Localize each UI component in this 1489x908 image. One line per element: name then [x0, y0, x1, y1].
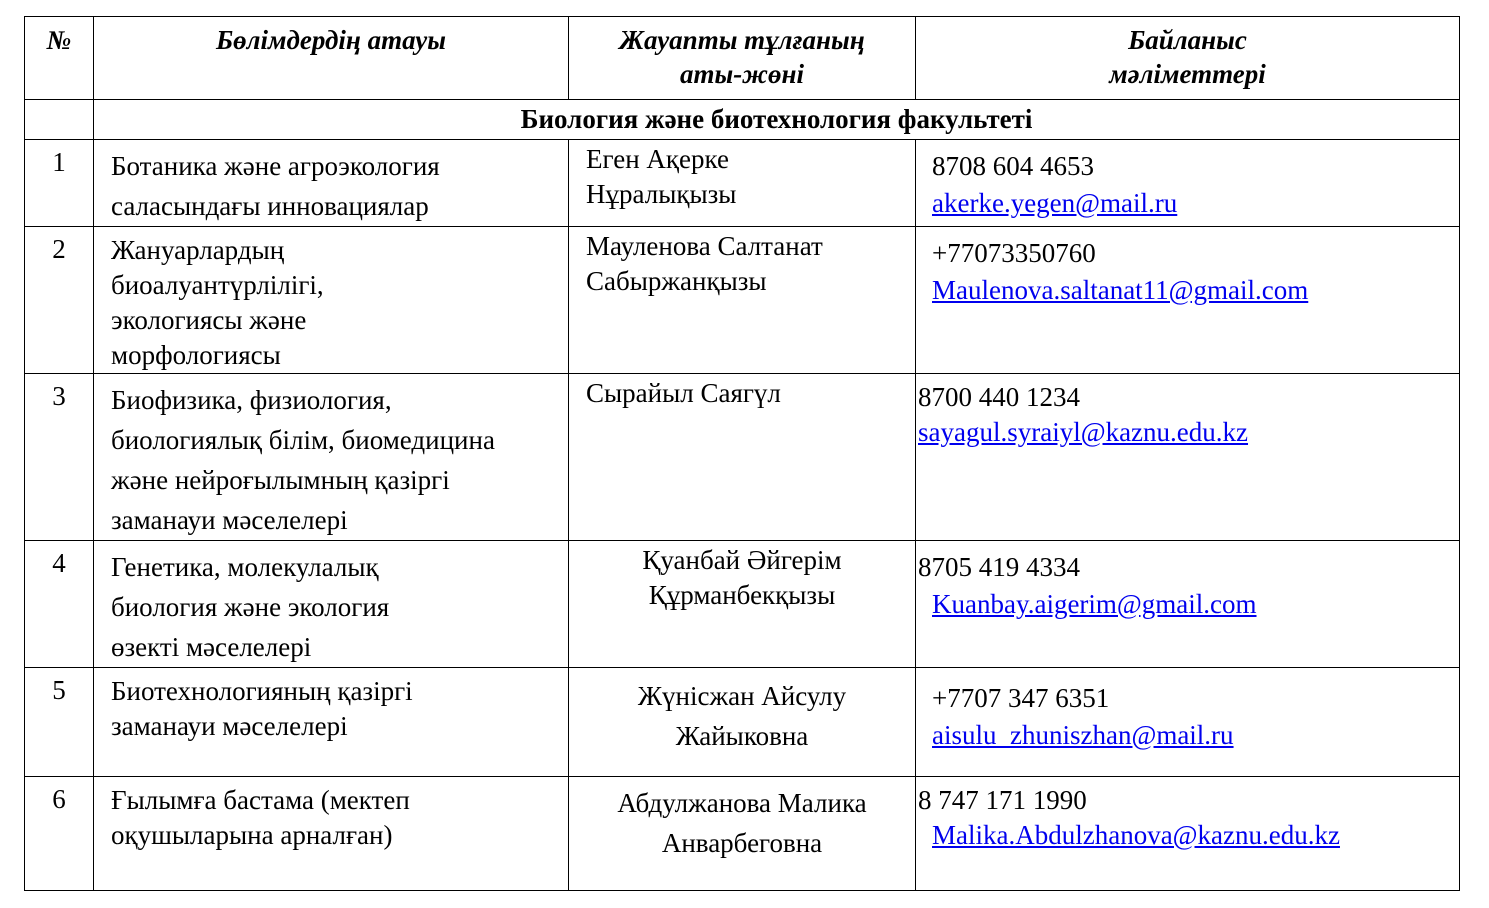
- header-number: [25, 17, 94, 100]
- table-header-row: [25, 17, 1460, 100]
- responsible-person: [569, 777, 916, 891]
- email-link[interactable]: Maulenova.saltanat11@gmail.com: [932, 275, 1309, 305]
- contact-info: [916, 140, 1460, 227]
- row-number: 6: [25, 777, 94, 891]
- email-link[interactable]: sayagul.syraiyl@kaznu.edu.kz: [918, 417, 1249, 447]
- email-link[interactable]: Malika.Abdulzhanova@kaznu.edu.kz: [932, 820, 1340, 850]
- faculty-title: Биология және биотехнология факультеті: [94, 100, 1460, 140]
- person-name-line: Жайыковна: [675, 721, 809, 751]
- section-name: [94, 541, 569, 668]
- section-name-line: Генетика, молекулалық: [111, 552, 379, 582]
- responsible-person: [569, 541, 916, 668]
- header-section-name: [94, 17, 569, 100]
- section-name-line: Ғылымға бастама (мектеп: [111, 785, 410, 815]
- section-name: [94, 227, 569, 374]
- faculty-empty-cell: [25, 100, 94, 140]
- section-name-line: биологиялық білім, биомедицина: [111, 425, 495, 455]
- responsible-person: [569, 374, 916, 541]
- phone-number: +77073350760: [932, 238, 1096, 268]
- section-name-line: Биотехнологияның қазіргі: [111, 676, 413, 706]
- email-link[interactable]: aisulu_zhuniszhan@mail.ru: [932, 720, 1234, 750]
- faculty-row: [25, 100, 1460, 140]
- contacts-table: [24, 16, 1460, 891]
- responsible-person: [569, 668, 916, 777]
- person-name-line: Анварбеговна: [661, 828, 823, 858]
- person-name-line: Абдулжанова Малика: [617, 788, 867, 818]
- phone-number: 8705 419 4334: [918, 552, 1080, 582]
- header-number-label: №: [46, 25, 72, 55]
- phone-number: 8 747 171 1990: [918, 785, 1087, 815]
- table-row: [25, 140, 1460, 227]
- section-name-line: өзекті мәселелері: [111, 632, 312, 662]
- person-name-line: Жүнісжан Айсулу: [637, 681, 847, 711]
- person-name-line: Мауленова Салтанат: [586, 231, 823, 261]
- person-name-line: Еген Ақерке: [586, 144, 729, 174]
- email-link[interactable]: Kuanbay.aigerim@gmail.com: [932, 589, 1257, 619]
- phone-number: 8708 604 4653: [932, 151, 1094, 181]
- phone-number: +7707 347 6351: [932, 683, 1110, 713]
- section-name-line: оқушыларына арналған): [111, 820, 393, 850]
- person-name-line: Нұралықызы: [586, 179, 737, 209]
- row-number: 5: [25, 668, 94, 777]
- section-name-line: Ботаника және агроэкология: [111, 151, 440, 181]
- contact-info: [916, 541, 1460, 668]
- row-number: 1: [25, 140, 94, 227]
- section-name-line: заманауи мәселелері: [111, 711, 348, 741]
- responsible-person: [569, 140, 916, 227]
- header-section-label: Бөлімдердің атауы: [215, 25, 447, 55]
- section-name-line: экологиясы және: [111, 305, 307, 335]
- email-link[interactable]: akerke.yegen@mail.ru: [932, 188, 1178, 218]
- section-name: [94, 777, 569, 891]
- section-name-line: Биофизика, физиология,: [111, 385, 392, 415]
- responsible-person: [569, 227, 916, 374]
- header-contact-label-line2: мәліметтері: [1109, 59, 1266, 89]
- table-row: [25, 374, 1460, 541]
- table-row: [25, 227, 1460, 374]
- person-name-line: Сырайыл Саягүл: [586, 378, 781, 408]
- contact-info: [916, 227, 1460, 374]
- section-name-line: морфологиясы: [111, 340, 281, 370]
- row-number: 4: [25, 541, 94, 668]
- phone-number: 8700 440 1234: [918, 382, 1080, 412]
- header-contact-info: [916, 17, 1460, 100]
- row-number: 2: [25, 227, 94, 374]
- header-person-label-line1: Жауапты тұлғаның: [619, 25, 865, 55]
- section-name: [94, 140, 569, 227]
- person-name-line: Сабыржанқызы: [586, 266, 767, 296]
- section-name-line: заманауи мәселелері: [111, 505, 348, 535]
- section-name-line: биология және экология: [111, 592, 390, 622]
- section-name: [94, 668, 569, 777]
- header-responsible-person: [569, 17, 916, 100]
- person-name-line: Қуанбай Әйгерім: [642, 545, 842, 575]
- header-contact-label-line1: Байланыс: [1128, 25, 1247, 55]
- section-name-line: және нейроғылымның қазіргі: [111, 465, 450, 495]
- section-name-line: биоалуантүрлілігі,: [111, 270, 324, 300]
- person-name-line: Құрманбекқызы: [648, 580, 836, 610]
- section-name: [94, 374, 569, 541]
- contact-info: [916, 668, 1460, 777]
- table-row: [25, 777, 1460, 891]
- header-person-label-line2: аты-жөні: [680, 59, 804, 89]
- contact-info: [916, 374, 1460, 541]
- section-name-line: саласындағы инновациялар: [111, 191, 429, 221]
- section-name-line: Жануарлардың: [111, 235, 285, 265]
- table-row: [25, 541, 1460, 668]
- table-row: [25, 668, 1460, 777]
- contact-info: [916, 777, 1460, 891]
- row-number: 3: [25, 374, 94, 541]
